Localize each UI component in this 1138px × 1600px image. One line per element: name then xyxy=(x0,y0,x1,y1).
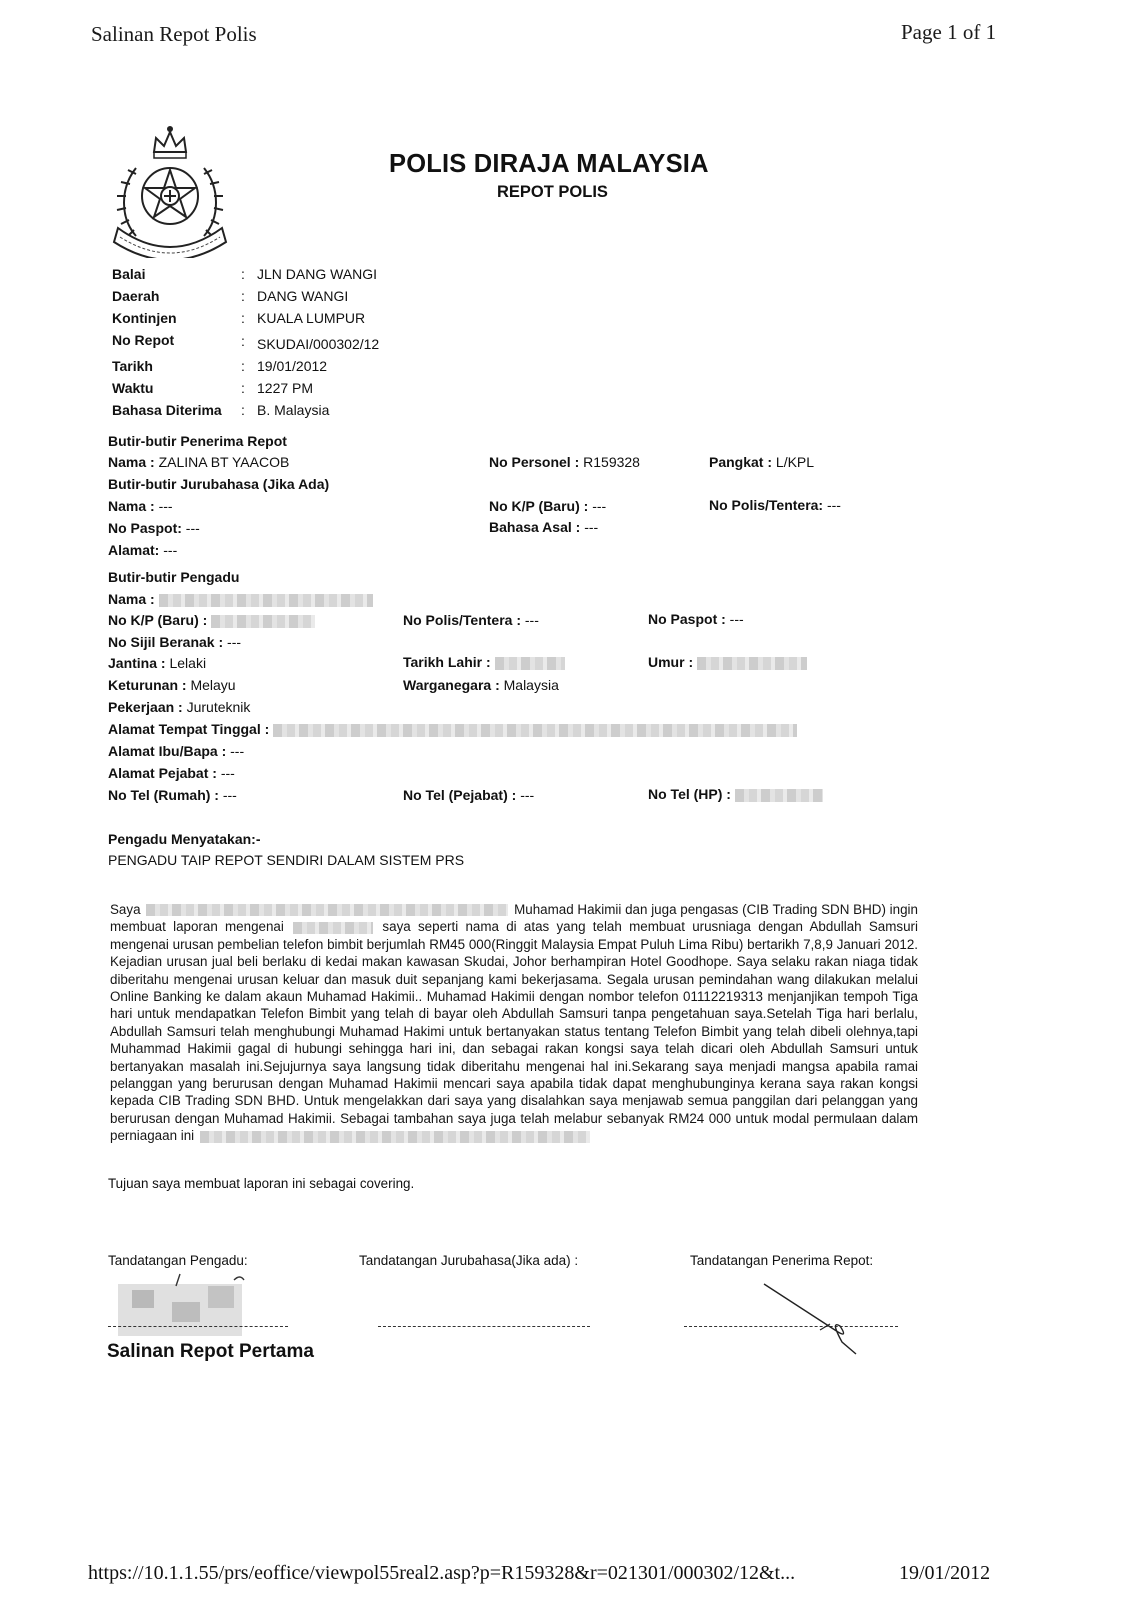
redacted-age xyxy=(697,657,807,670)
copy-label: Salinan Repot Pertama xyxy=(107,1341,314,1362)
redacted-tel-hp xyxy=(735,789,823,802)
complainant-age-label: Umur : xyxy=(648,654,694,670)
complainant-age xyxy=(648,654,807,670)
redacted-home-address xyxy=(273,724,797,737)
complainant-signature-line xyxy=(108,1326,288,1327)
interpreter-signature-line xyxy=(378,1326,590,1327)
balai-value: JLN DANG WANGI xyxy=(257,266,378,282)
no-repot-label: No Repot xyxy=(112,332,175,348)
complainant-tel-hp xyxy=(648,786,823,802)
bahasa-sep: : xyxy=(241,402,245,418)
interpreter-passport-label: No Paspot: xyxy=(108,520,182,536)
interpreter-polis-label: No Polis/Tentera: xyxy=(709,497,824,513)
receiver-name-value: ZALINA BT YAACOB xyxy=(158,454,290,470)
crest-icon xyxy=(106,118,234,258)
complainant-citizen-label: Warganegara : xyxy=(403,677,500,693)
receiver-name xyxy=(108,454,289,470)
receiver-heading: Butir-butir Penerima Repot xyxy=(108,433,287,449)
signature-complainant-label: Tandatangan Pengadu: xyxy=(108,1253,248,1268)
complainant-citizen xyxy=(403,677,559,693)
complainant-office-address-label: Alamat Pejabat : xyxy=(108,765,217,781)
complainant-passport-label: No Paspot : xyxy=(648,611,726,627)
complainant-tel-home xyxy=(108,787,237,803)
footer-date: 19/01/2012 xyxy=(899,1562,991,1584)
signature-interpreter-label: Tandatangan Jurubahasa(Jika ada) : xyxy=(359,1253,579,1268)
complainant-name xyxy=(108,591,373,607)
interpreter-lang-value: --- xyxy=(584,519,599,535)
complainant-citizen-value: Malaysia xyxy=(503,677,559,693)
complainant-passport xyxy=(648,611,744,627)
waktu-label: Waktu xyxy=(112,380,154,396)
complainant-dob xyxy=(403,654,565,670)
print-header-left: Salinan Repot Polis xyxy=(91,22,257,46)
interpreter-kp xyxy=(489,498,606,514)
complainant-office-address-value: --- xyxy=(220,765,235,781)
signature-receiver-label: Tandatangan Penerima Repot: xyxy=(690,1253,874,1268)
receiver-personnel-value: R159328 xyxy=(583,454,640,470)
complainant-job-value: Juruteknik xyxy=(186,699,251,715)
redacted-name xyxy=(159,594,373,607)
complainant-polis xyxy=(403,612,539,628)
complainant-kp xyxy=(108,612,315,628)
statement-p1-mid: Muhamad Hakimii dan juga pengasas (CIB Trading SDN BHD) ingin membuat laporan mengenai xyxy=(110,902,918,935)
complainant-race-label: Keturunan : xyxy=(108,677,187,693)
print-header-page: Page 1 of 1 xyxy=(901,20,997,44)
complainant-race-value: Melayu xyxy=(190,677,236,693)
receiver-rank xyxy=(709,454,814,470)
page-title: POLIS DIRAJA MALAYSIA xyxy=(389,150,709,178)
redacted-dob xyxy=(495,657,565,670)
interpreter-kp-value: --- xyxy=(592,498,607,514)
receiver-name-label: Nama : xyxy=(108,454,155,470)
statement-p1-main: saya seperti nama di atas yang telah membuat urusniaga dengan Abdullah Samsuri mengenai urusan pembelian telefon bimbit berjumlah RM45 000(Ringgit Malaysia Empat Puluh Lima Ribu) bertarikh 7,8,9 Januari 2012. Kejadian urusan jual beli berlaku di kedai makan kawasan Skudai, Johor berhampiran Hotel Goodhope. Saya selaku rakan niaga tidak diberitahu mengenai urusan keluar dan masuk duit sepanjang kami bekerjasama. Segala urusan pemindahan wang dilakukan melalui Online Banking ke dalam akaun Muhamad Hakimii.. Muhamad Hakimii dengan nombor telefon 01112219313 menjanjikan tempoh Tiga hari untuk mendapatkan Telefon Bimbit yang telah di bayar oleh Abdullah Samsuri tanpa pengetahuan saya.Setelah Tiga hari berlalu, Abdullah Samsuri telah menghubungi Muhamad Hakimi untuk bertanyakan status tentang Telefon Bimbit yang telah dibeli olehnya,tapi Muhammad Hakimii gagal di hubungi sehingga hari ini, dan sebagai rakan kongsi saya telah dicari oleh Abdullah Samsuri untuk bertanyakan masalah ini.Sejujurnya saya langsung tidak diberitahu mengenai hal ini.Sekarang saya menjadi mangsa apabila ramai pelanggan yang berurusan dengan Muhamad Hakimii mencari saya apabila tidak dapat menghubunginya kerana saya rakan kongsi kepada CIB Trading SDN BHD. Untuk mengelakkan dari saya yang disalahkan saya menjawab semua panggilan dari pelanggan yang berurusan dengan Muhamad Hakimii. Sebagai tambahan saya juga telah melabur sebanyak RM24 000 untuk modal permulaan dalam perniagaan ini xyxy=(110,919,918,1144)
no-repot-sep: : xyxy=(241,333,245,349)
complainant-home-address-label: Alamat Tempat Tinggal : xyxy=(108,721,270,737)
complainant-job xyxy=(108,699,250,715)
bahasa-label: Bahasa Diterima xyxy=(112,402,222,418)
interpreter-passport xyxy=(108,520,200,536)
interpreter-passport-value: --- xyxy=(185,520,200,536)
daerah-value: DANG WANGI xyxy=(257,288,349,304)
complainant-heading: Butir-butir Pengadu xyxy=(108,569,240,585)
interpreter-polis-value: --- xyxy=(826,497,841,513)
interpreter-name xyxy=(108,498,173,514)
waktu-sep: : xyxy=(241,380,245,396)
complainant-parent-address-value: --- xyxy=(230,743,245,759)
complainant-gender-label: Jantina : xyxy=(108,655,166,671)
receiver-personnel xyxy=(489,454,640,470)
balai-label: Balai xyxy=(112,266,146,282)
statement-heading: Pengadu Menyatakan:- xyxy=(108,831,261,847)
bahasa-value: B. Malaysia xyxy=(257,402,330,418)
interpreter-lang-label: Bahasa Asal : xyxy=(489,519,581,535)
kontinjen-sep: : xyxy=(241,310,245,326)
complainant-tel-home-label: No Tel (Rumah) : xyxy=(108,787,219,803)
interpreter-address-value: --- xyxy=(163,542,178,558)
waktu-value: 1227 PM xyxy=(257,380,314,396)
complainant-tel-hp-label: No Tel (HP) : xyxy=(648,786,731,802)
complainant-polis-label: No Polis/Tentera : xyxy=(403,612,521,628)
redacted-statement-ref xyxy=(293,922,373,934)
interpreter-address xyxy=(108,542,177,558)
redacted-statement-tail xyxy=(200,1131,590,1143)
complainant-birth-cert xyxy=(108,634,241,650)
complainant-parent-address-label: Alamat Ibu/Bapa : xyxy=(108,743,227,759)
complainant-passport-value: --- xyxy=(729,611,744,627)
complainant-gender xyxy=(108,655,206,671)
complainant-birth-cert-label: No Sijil Beranak : xyxy=(108,634,224,650)
complainant-kp-label: No K/P (Baru) : xyxy=(108,612,208,628)
complainant-tel-office xyxy=(403,787,534,803)
statement-body xyxy=(110,901,918,1145)
tarikh-label: Tarikh xyxy=(112,358,153,374)
complainant-race xyxy=(108,677,236,693)
page-subtitle: REPOT POLIS xyxy=(497,183,608,201)
receiver-rank-label: Pangkat : xyxy=(709,454,773,470)
interpreter-lang xyxy=(489,519,598,535)
interpreter-kp-label: No K/P (Baru) : xyxy=(489,498,589,514)
complainant-tel-office-label: No Tel (Pejabat) : xyxy=(403,787,517,803)
receiver-personnel-label: No Personel : xyxy=(489,454,580,470)
complainant-signature-image xyxy=(112,1272,252,1342)
daerah-sep: : xyxy=(241,288,245,304)
complainant-birth-cert-value: --- xyxy=(227,634,242,650)
tarikh-value: 19/01/2012 xyxy=(257,358,328,374)
complainant-dob-label: Tarikh Lahir : xyxy=(403,654,491,670)
receiver-rank-value: L/KPL xyxy=(775,454,815,470)
no-repot-value: SKUDAI/000302/12 xyxy=(257,336,380,352)
complainant-job-label: Pekerjaan : xyxy=(108,699,183,715)
interpreter-polis xyxy=(709,497,841,513)
interpreter-name-value: --- xyxy=(158,498,173,514)
interpreter-heading: Butir-butir Jurubahasa (Jika Ada) xyxy=(108,476,330,492)
statement-note: PENGADU TAIP REPOT SENDIRI DALAM SISTEM PRS xyxy=(108,852,465,868)
statement-purpose: Tujuan saya membuat laporan ini sebagai covering. xyxy=(108,1176,415,1191)
complainant-tel-office-value: --- xyxy=(520,787,535,803)
complainant-home-address xyxy=(108,721,797,737)
police-crest-logo xyxy=(106,118,234,258)
kontinjen-value: KUALA LUMPUR xyxy=(257,310,366,326)
interpreter-address-label: Alamat: xyxy=(108,542,160,558)
kontinjen-label: Kontinjen xyxy=(112,310,177,326)
redacted-statement-name xyxy=(146,904,508,916)
complainant-name-label: Nama : xyxy=(108,591,155,607)
complainant-tel-home-value: --- xyxy=(222,787,237,803)
interpreter-name-label: Nama : xyxy=(108,498,155,514)
footer-url: https://10.1.1.55/prs/eoffice/viewpol55real2.asp?p=R159328&r=021301/000302/12&t... xyxy=(88,1562,796,1584)
complainant-polis-value: --- xyxy=(524,612,539,628)
statement-p1-start: Saya xyxy=(110,902,141,917)
daerah-label: Daerah xyxy=(112,288,160,304)
complainant-parent-address xyxy=(108,743,244,759)
complainant-office-address xyxy=(108,765,235,781)
balai-sep: : xyxy=(241,266,245,282)
redacted-kp xyxy=(211,615,315,628)
receiver-signature-image xyxy=(760,1280,870,1356)
complainant-gender-value: Lelaki xyxy=(169,655,207,671)
tarikh-sep: : xyxy=(241,358,245,374)
